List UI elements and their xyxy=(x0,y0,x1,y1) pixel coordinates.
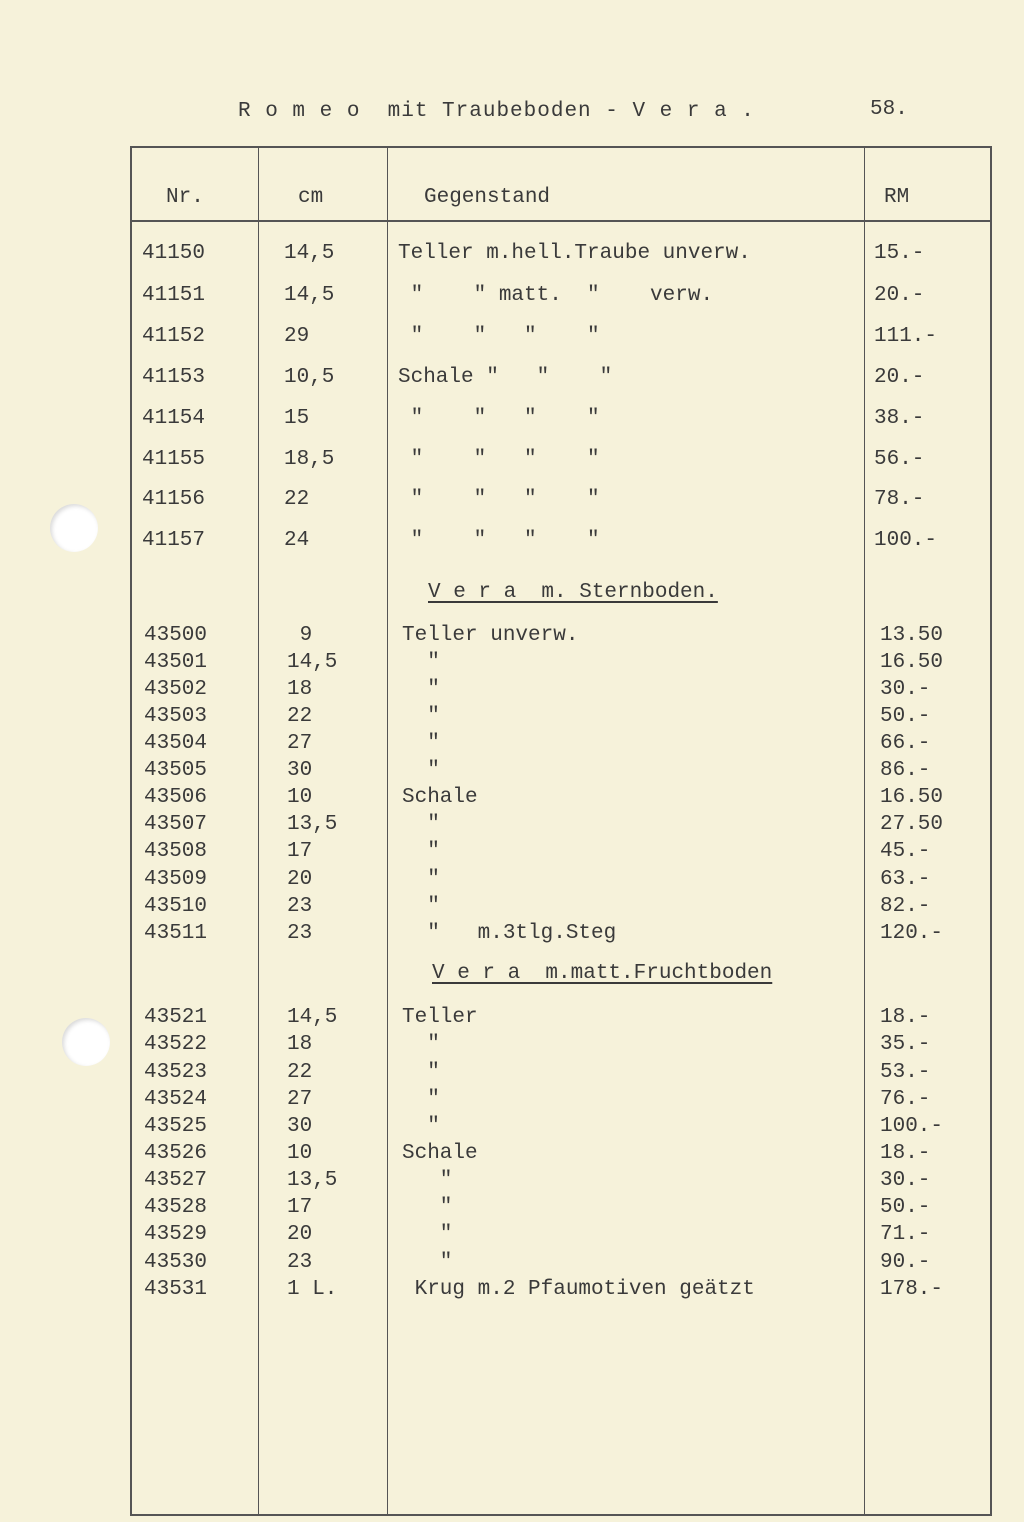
item-number: 43505 xyxy=(144,759,208,782)
item-number: 41156 xyxy=(142,488,206,511)
item-description: Teller m.hell.Traube unverw. xyxy=(398,242,751,265)
item-price: 63.- xyxy=(880,868,931,891)
item-description: " xyxy=(402,813,440,836)
item-price: 66.- xyxy=(880,732,931,755)
item-size: 27 xyxy=(287,1088,313,1111)
table-row xyxy=(0,759,1024,787)
punch-hole xyxy=(62,1018,110,1066)
item-size: 15 xyxy=(284,407,310,430)
table-row xyxy=(0,242,1024,270)
item-size: 23 xyxy=(287,1251,313,1274)
table-row xyxy=(0,488,1024,516)
item-number: 43530 xyxy=(144,1251,208,1274)
item-size: 17 xyxy=(287,840,313,863)
item-price: 20.- xyxy=(874,284,925,307)
item-price: 15.- xyxy=(874,242,925,265)
item-number: 41157 xyxy=(142,529,206,552)
table-row xyxy=(0,1278,1024,1306)
item-number: 43506 xyxy=(144,786,208,809)
item-price: 100.- xyxy=(880,1115,944,1138)
item-price: 120.- xyxy=(880,922,944,945)
item-description: Teller unverw. xyxy=(402,624,579,647)
table-row xyxy=(0,325,1024,353)
item-description: " xyxy=(402,1196,453,1219)
item-size: 1 L. xyxy=(287,1278,338,1301)
item-price: 178.- xyxy=(880,1278,944,1301)
item-description: " " " " xyxy=(398,529,600,552)
item-price: 56.- xyxy=(874,448,925,471)
item-price: 18.- xyxy=(880,1142,931,1165)
column-header-nr: Nr. xyxy=(166,186,204,209)
item-price: 30.- xyxy=(880,1169,931,1192)
item-size: 17 xyxy=(287,1196,313,1219)
item-price: 16.50 xyxy=(880,651,944,674)
item-price: 13.50 xyxy=(880,624,944,647)
item-description: " xyxy=(402,1251,453,1274)
item-price: 71.- xyxy=(880,1223,931,1246)
item-description: " " matt. " verw. xyxy=(398,284,714,307)
item-number: 43525 xyxy=(144,1115,208,1138)
item-number: 43522 xyxy=(144,1033,208,1056)
item-price: 30.- xyxy=(880,678,931,701)
item-description: Schale xyxy=(402,786,478,809)
item-number: 43501 xyxy=(144,651,208,674)
item-number: 43529 xyxy=(144,1223,208,1246)
item-number: 43504 xyxy=(144,732,208,755)
item-size: 23 xyxy=(287,895,313,918)
item-description: " xyxy=(402,868,440,891)
section-title-fruchtboden: V e r a m.matt.Fruchtboden xyxy=(432,962,773,985)
item-price: 18.- xyxy=(880,1006,931,1029)
item-number: 43511 xyxy=(144,922,208,945)
item-size: 27 xyxy=(287,732,313,755)
item-size: 22 xyxy=(287,705,313,728)
table-row xyxy=(0,651,1024,679)
item-size: 24 xyxy=(284,529,310,552)
item-description: " xyxy=(402,1088,440,1111)
item-description: Teller xyxy=(402,1006,478,1029)
header-divider xyxy=(130,220,992,222)
column-header-price: RM xyxy=(884,186,910,209)
item-price: 38.- xyxy=(874,407,925,430)
item-price: 53.- xyxy=(880,1061,931,1084)
item-size: 14,5 xyxy=(284,242,335,265)
item-number: 43510 xyxy=(144,895,208,918)
item-number: 43507 xyxy=(144,813,208,836)
item-description: " " " " xyxy=(398,448,600,471)
item-description: " xyxy=(402,1061,440,1084)
item-size: 18 xyxy=(287,678,313,701)
table-row xyxy=(0,840,1024,868)
item-price: 100.- xyxy=(874,529,938,552)
item-description: Schale " " " xyxy=(398,366,613,389)
column-header-item: Gegenstand xyxy=(424,186,551,209)
table-row xyxy=(0,1006,1024,1034)
item-description: " xyxy=(402,1169,453,1192)
table-row xyxy=(0,366,1024,394)
item-description: " xyxy=(402,705,440,728)
table-row xyxy=(0,1223,1024,1251)
table-row xyxy=(0,1033,1024,1061)
item-size: 29 xyxy=(284,325,310,348)
item-description: " m.3tlg.Steg xyxy=(402,922,617,945)
item-number: 41153 xyxy=(142,366,206,389)
item-size: 10,5 xyxy=(284,366,335,389)
item-description: Schale xyxy=(402,1142,478,1165)
item-price: 50.- xyxy=(880,1196,931,1219)
column-header-cm: cm xyxy=(298,186,324,209)
item-price: 86.- xyxy=(880,759,931,782)
item-number: 43503 xyxy=(144,705,208,728)
item-number: 43523 xyxy=(144,1061,208,1084)
item-description: " " " " xyxy=(398,488,600,511)
item-number: 43521 xyxy=(144,1006,208,1029)
table-row xyxy=(0,407,1024,435)
item-price: 50.- xyxy=(880,705,931,728)
item-number: 43502 xyxy=(144,678,208,701)
table-row xyxy=(0,1142,1024,1170)
item-size: 13,5 xyxy=(287,813,338,836)
table-row xyxy=(0,732,1024,760)
item-description: " xyxy=(402,1223,453,1246)
item-number: 41155 xyxy=(142,448,206,471)
item-description: " " " " xyxy=(398,407,600,430)
table-row xyxy=(0,786,1024,814)
item-number: 41151 xyxy=(142,284,206,307)
item-price: 27.50 xyxy=(880,813,944,836)
table-row xyxy=(0,1115,1024,1143)
item-size: 10 xyxy=(287,786,313,809)
item-price: 16.50 xyxy=(880,786,944,809)
table-row xyxy=(0,1061,1024,1089)
item-size: 20 xyxy=(287,868,313,891)
table-row xyxy=(0,813,1024,841)
table-row xyxy=(0,895,1024,923)
item-number: 43524 xyxy=(144,1088,208,1111)
table-row xyxy=(0,1251,1024,1279)
item-price: 78.- xyxy=(874,488,925,511)
item-description: " " " " xyxy=(398,325,600,348)
table-row xyxy=(0,705,1024,733)
item-description: " xyxy=(402,840,440,863)
table-row xyxy=(0,1169,1024,1197)
item-description: " xyxy=(402,759,440,782)
item-size: 10 xyxy=(287,1142,313,1165)
table-row xyxy=(0,678,1024,706)
punch-hole xyxy=(50,504,98,552)
item-description: " xyxy=(402,1033,440,1056)
item-description: " xyxy=(402,651,440,674)
item-description: " xyxy=(402,732,440,755)
item-description: " xyxy=(402,895,440,918)
item-price: 20.- xyxy=(874,366,925,389)
item-size: 14,5 xyxy=(287,651,338,674)
item-price: 111.- xyxy=(874,325,938,348)
item-number: 43508 xyxy=(144,840,208,863)
table-row xyxy=(0,448,1024,476)
item-price: 76.- xyxy=(880,1088,931,1111)
item-number: 43509 xyxy=(144,868,208,891)
section-title-sternboden: V e r a m. Sternboden. xyxy=(428,581,718,604)
table-row xyxy=(0,1088,1024,1116)
item-number: 43528 xyxy=(144,1196,208,1219)
item-size: 20 xyxy=(287,1223,313,1246)
table-row xyxy=(0,529,1024,557)
item-size: 30 xyxy=(287,759,313,782)
item-size: 23 xyxy=(287,922,313,945)
table-row xyxy=(0,284,1024,312)
item-description: " xyxy=(402,678,440,701)
table-row xyxy=(0,624,1024,652)
item-size: 13,5 xyxy=(287,1169,338,1192)
page-title: R o m e o mit Traubeboden - V e r a . xyxy=(238,100,755,123)
item-price: 45.- xyxy=(880,840,931,863)
table-row xyxy=(0,1196,1024,1224)
item-size: 14,5 xyxy=(287,1006,338,1029)
item-size: 9 xyxy=(287,624,313,647)
item-number: 41152 xyxy=(142,325,206,348)
page-number: 58. xyxy=(870,98,908,121)
table-row xyxy=(0,922,1024,950)
item-size: 22 xyxy=(284,488,310,511)
item-number: 41150 xyxy=(142,242,206,265)
item-size: 22 xyxy=(287,1061,313,1084)
item-size: 18 xyxy=(287,1033,313,1056)
item-price: 90.- xyxy=(880,1251,931,1274)
item-number: 41154 xyxy=(142,407,206,430)
item-number: 43500 xyxy=(144,624,208,647)
item-number: 43527 xyxy=(144,1169,208,1192)
item-price: 82.- xyxy=(880,895,931,918)
item-size: 18,5 xyxy=(284,448,335,471)
item-size: 14,5 xyxy=(284,284,335,307)
item-number: 43526 xyxy=(144,1142,208,1165)
item-description: " xyxy=(402,1115,440,1138)
item-size: 30 xyxy=(287,1115,313,1138)
item-number: 43531 xyxy=(144,1278,208,1301)
item-description: Krug m.2 Pfaumotiven geätzt xyxy=(402,1278,755,1301)
table-row xyxy=(0,868,1024,896)
item-price: 35.- xyxy=(880,1033,931,1056)
